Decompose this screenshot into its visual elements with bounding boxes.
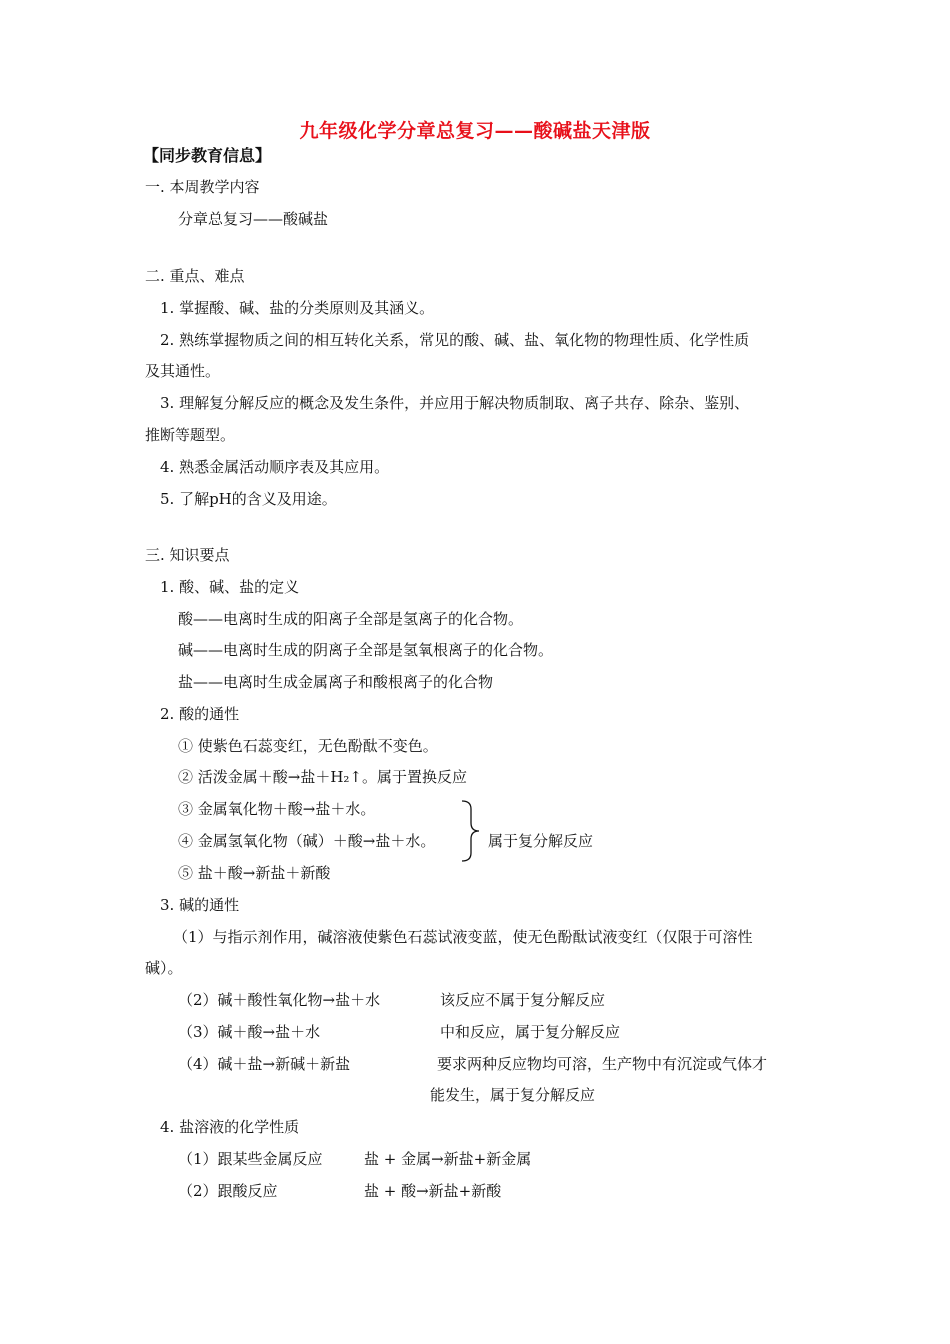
salt-property-1: （1）跟某些金属反应	[178, 1150, 323, 1168]
base-property-1-line-1: （1）与指示剂作用，碱溶液使紫色石蕊试液变蓝，使无色酚酞试液变红（仅限于可溶性	[173, 928, 753, 946]
definition-acid: 酸——电离时生成的阳离子全部是氢离子的化合物。	[178, 610, 524, 628]
key-point-3-line-2: 推断等题型。	[145, 426, 236, 444]
base-property-2: （2）碱＋酸性氧化物→盐＋水	[178, 991, 381, 1009]
info-heading: 【同步教育信息】	[143, 146, 272, 165]
definition-salt: 盐——电离时生成金属离子和酸根离子的化合物	[178, 673, 494, 691]
base-property-4: （4）碱＋盐→新碱＋新盐	[178, 1055, 351, 1073]
acid-properties-heading: 2. 酸的通性	[160, 705, 240, 723]
acid-property-3: ③ 金属氧化物＋酸→盐＋水。	[178, 800, 376, 818]
base-properties-heading: 3. 碱的通性	[160, 896, 240, 914]
section-2-heading: 二. 重点、难点	[145, 267, 245, 285]
key-point-5: 5. 了解pH的含义及用途。	[160, 490, 337, 508]
base-property-3-note: 中和反应，属于复分解反应	[440, 1023, 621, 1041]
key-point-1: 1. 掌握酸、碱、盐的分类原则及其涵义。	[160, 299, 435, 317]
definition-base: 碱——电离时生成的阴离子全部是氢氧根离子的化合物。	[178, 641, 554, 659]
key-point-4: 4. 熟悉金属活动顺序表及其应用。	[160, 458, 390, 476]
acid-property-4: ④ 金属氢氧化物（碱）＋酸→盐＋水。	[178, 832, 436, 850]
document-title: 九年级化学分章总复习——酸碱盐天津版	[299, 120, 651, 142]
definitions-heading: 1. 酸、碱、盐的定义	[160, 578, 300, 596]
salt-property-2-equation: 盐 + 酸→新盐+新酸	[364, 1182, 502, 1200]
brace-note: 属于复分解反应	[488, 832, 594, 850]
acid-property-1: ① 使紫色石蕊变红，无色酚酞不变色。	[178, 737, 438, 755]
base-property-4-note-line-2: 能发生，属于复分解反应	[430, 1086, 596, 1104]
base-property-1-line-2: 碱）。	[145, 959, 183, 977]
key-point-2-line-2: 及其通性。	[145, 362, 221, 380]
base-property-3: （3）碱＋酸→盐＋水	[178, 1023, 321, 1041]
right-brace	[458, 799, 484, 863]
section-3-heading: 三. 知识要点	[145, 546, 230, 564]
salt-properties-heading: 4. 盐溶液的化学性质	[160, 1118, 300, 1136]
base-property-4-note-line-1: 要求两种反应物均可溶，生产物中有沉淀或气体才	[437, 1055, 768, 1073]
section-1-content: 分章总复习——酸碱盐	[178, 210, 329, 228]
acid-property-5: ⑤ 盐＋酸→新盐＋新酸	[178, 864, 331, 882]
salt-property-1-equation: 盐 + 金属→新盐+新金属	[364, 1150, 532, 1168]
acid-property-2: ② 活泼金属＋酸→盐＋H₂↑。属于置换反应	[178, 768, 468, 786]
salt-property-2: （2）跟酸反应	[178, 1182, 278, 1200]
key-point-3-line-1: 3. 理解复分解反应的概念及发生条件，并应用于解决物质制取、离子共存、除杂、鉴别、	[160, 394, 750, 412]
section-1-heading: 一. 本周教学内容	[145, 178, 260, 196]
key-point-2-line-1: 2. 熟练掌握物质之间的相互转化关系，常见的酸、碱、盐、氧化物的物理性质、化学性质	[160, 331, 750, 349]
base-property-2-note: 该反应不属于复分解反应	[440, 991, 606, 1009]
